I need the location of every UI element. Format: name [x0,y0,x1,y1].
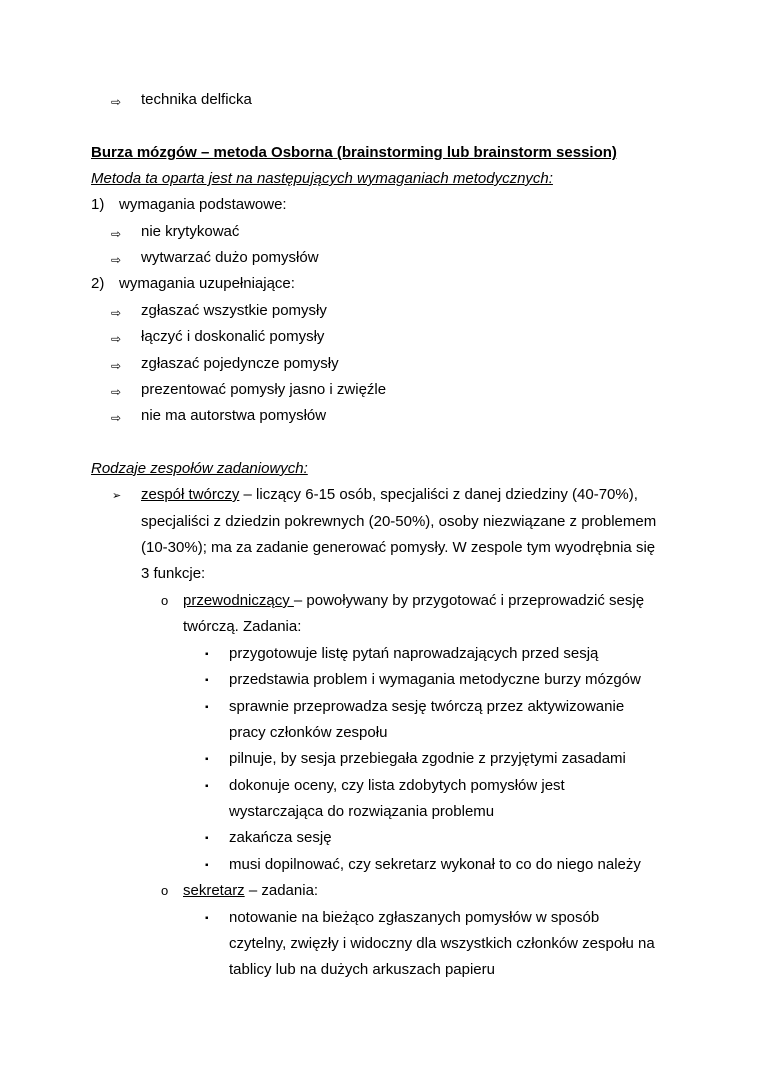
arrow-bullet-icon: ⇨ [111,385,122,399]
square-bullet-icon: ▪ [205,860,209,871]
square-bullet-icon: ▪ [205,649,209,660]
creative-team-term: zespół twórczy [141,486,240,503]
task-item: tablicy lub na dużych arkuszach papieru [229,961,495,978]
section-subheading: Metoda ta oparta jest na następujących wymaganiach metodycznych: [91,170,553,187]
list-item: wytwarzać dużo pomysłów [141,249,319,266]
section-heading: Burza mózgów – metoda Osborna (brainstorming lub brainstorm session) [91,144,617,161]
chair-desc: twórczą. Zadania: [183,618,302,635]
section-number: 1) [91,196,105,213]
task-item: notowanie na bieżąco zgłaszanych pomysłów w sposób [229,909,600,926]
square-bullet-icon: ▪ [205,675,209,686]
arrow-bullet-icon: ⇨ [111,227,122,241]
list-item: zgłaszać pojedyncze pomysły [141,355,339,372]
arrow-bullet-icon: ⇨ [111,306,122,320]
square-bullet-icon: ▪ [205,913,209,924]
square-bullet-icon: ▪ [205,833,209,844]
task-item: wystarczająca do rozwiązania problemu [229,803,495,820]
task-item: zakańcza sesję [229,829,332,846]
list-item: nie ma autorstwa pomysłów [141,407,327,424]
square-bullet-icon: ▪ [205,702,209,713]
task-item: przygotowuje listę pytań naprowadzających przed sesją [229,645,599,662]
arrow-bullet-icon: ⇨ [111,95,122,109]
creative-team-desc: 3 funkcje: [141,565,206,582]
square-bullet-icon: ▪ [205,781,209,792]
list-item: technika delficka [141,91,252,108]
arrow-bullet-icon: ⇨ [111,332,122,346]
creative-team-line [141,485,638,505]
section-number: 2) [91,275,105,292]
chair-line [183,591,644,611]
task-item: musi dopilnować, czy sekretarz wykonał to co do niego należy [229,856,641,873]
task-item: przedstawia problem i wymagania metodyczne burzy mózgów [229,671,641,688]
task-item: pilnuje, by sesja przebiegała zgodnie z przyjętymi zasadami [229,750,626,767]
task-item: czytelny, zwięzły i widoczny dla wszystkich członków zespołu na [229,935,655,952]
list-item: łączyć i doskonalić pomysły [141,328,325,345]
secretary-line [183,881,318,901]
task-item: pracy członków zespołu [229,724,388,741]
chair-term: przewodniczący [183,592,294,609]
arrow-bullet-icon: ⇨ [111,411,122,425]
creative-team-desc: specjaliści z dziedzin pokrewnych (20-50%), osoby niezwiązane z problemem [141,513,657,530]
task-item: sprawnie przeprowadza sesję twórczą przez aktywizowanie [229,698,625,715]
chair-desc: – powoływany by przygotować i przeprowadzić sesję [293,592,645,609]
arrow-bullet-icon: ⇨ [111,253,122,267]
list-item: zgłaszać wszystkie pomysły [141,302,327,319]
task-item: dokonuje oceny, czy lista zdobytych pomysłów jest [229,777,565,794]
secretary-term: sekretarz [183,882,245,899]
secretary-desc: – zadania: [244,882,319,899]
arrow-bullet-icon: ⇨ [111,359,122,373]
creative-team-desc: – liczący 6-15 osób, specjaliści z danej dziedziny (40-70%), [239,486,638,503]
section-title: wymagania uzupełniające: [119,275,295,292]
section-title: wymagania podstawowe: [119,196,287,213]
list-item: nie krytykować [141,223,240,240]
list-item: prezentować pomysły jasno i zwięźle [141,381,387,398]
circle-bullet-icon: o [161,593,169,608]
circle-bullet-icon: o [161,883,169,898]
square-bullet-icon: ▪ [205,754,209,765]
teams-heading: Rodzaje zespołów zadaniowych: [91,460,308,477]
chevron-bullet-icon: ➢ [112,490,122,502]
creative-team-desc: (10-30%); ma za zadanie generować pomysły. W zespole tym wyodrębnia się [141,539,656,556]
